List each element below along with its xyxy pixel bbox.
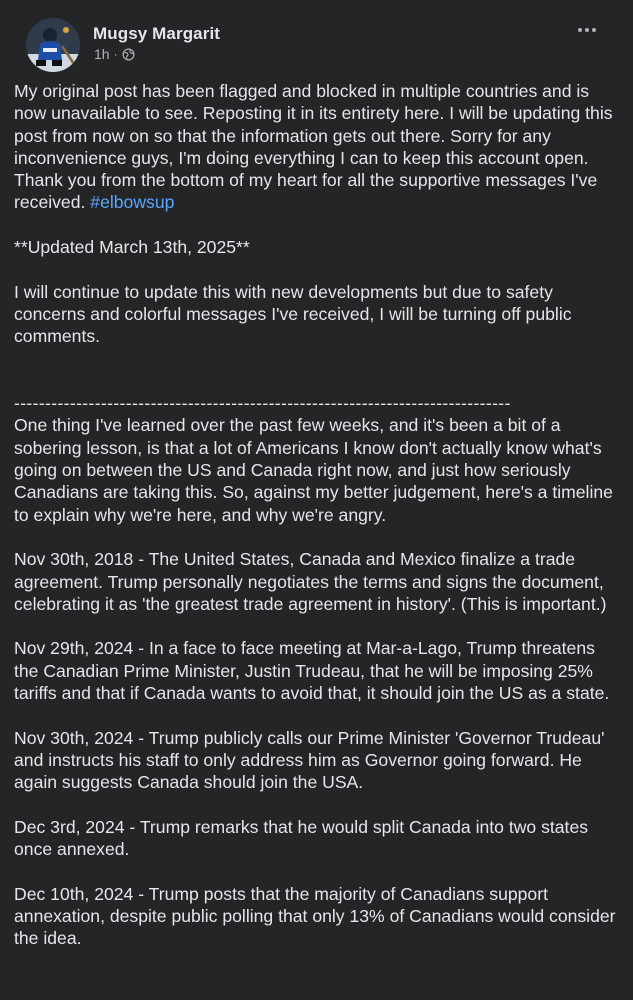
- timeline-entry: Dec 3rd, 2024 - Trump remarks that he would split Canada into two states once annexed.: [14, 816, 589, 860]
- post-body: [14, 80, 619, 950]
- post-intro-paragraph: [14, 80, 619, 214]
- globe-icon[interactable]: [122, 48, 135, 61]
- intro-text: My original post has been flagged and blocked in multiple countries and is now unavailable to see. Reposting it in its entirety here. I will be updating this post from now on so that the information gets out there. Sorry for any inconvenience guys, I'm doing everything I can to keep this account open. Thank you from the bottom of my heart for all the supportive messages I've received.: [14, 81, 613, 213]
- author-name[interactable]: Mugsy Margarit: [93, 24, 221, 43]
- hockey-player-avatar-icon: [26, 18, 80, 72]
- divider-spacer: [14, 370, 619, 392]
- timeline-entry: Nov 30th, 2018 - The United States, Canada and Mexico finalize a trade agreement. Trump personally negotiates the terms and signs the document, celebrating it as 'the greatest trade agreement in history'. (This is important.): [14, 549, 607, 614]
- comments-note-paragraph: I will continue to update this with new developments but due to safety concerns and colorful messages I've received, I will be turning off public comments.: [14, 281, 572, 347]
- lesson-paragraph: One thing I've learned over the past few weeks, and it's been a bit of a sobering lesson, is that a lot of Americans I know don't actually know what's going on between the US and Canada right now, and just how seriously Canadians are taking this. So, against my better judgement, here's a timeline to explain why we're here, and why we're angry.: [14, 415, 613, 525]
- text-divider: --------------------------------------------------------------------------------: [14, 393, 511, 414]
- updated-date-line: **Updated March 13th, 2025**: [14, 237, 250, 258]
- timeline-entry: Nov 30th, 2024 - Trump publicly calls our Prime Minister 'Governor Trudeau' and instructs his staff to only address him as Governor going forward. He again suggests Canada should join the USA.: [14, 727, 605, 793]
- hashtag-link[interactable]: #elbowsup: [90, 192, 175, 213]
- avatar[interactable]: [26, 18, 80, 72]
- timeline-entry: Nov 29th, 2024 - In a face to face meeting at Mar-a-Lago, Trump threatens the Canadian Prime Minister, Justin Trudeau, that he will be imposing 25% tariffs and that if Canada wants to avoid that, it should join the US as a state.: [14, 638, 610, 704]
- post-timestamp[interactable]: 1h: [94, 46, 110, 62]
- post-meta: [94, 46, 135, 62]
- more-options-icon[interactable]: [573, 22, 601, 38]
- post-header: [14, 0, 619, 80]
- meta-separator: ·: [113, 47, 118, 61]
- timeline-entry: Dec 10th, 2024 - Trump posts that the majority of Canadians support annexation, despite public polling that only 13% of Canadians would consider the idea.: [14, 883, 616, 949]
